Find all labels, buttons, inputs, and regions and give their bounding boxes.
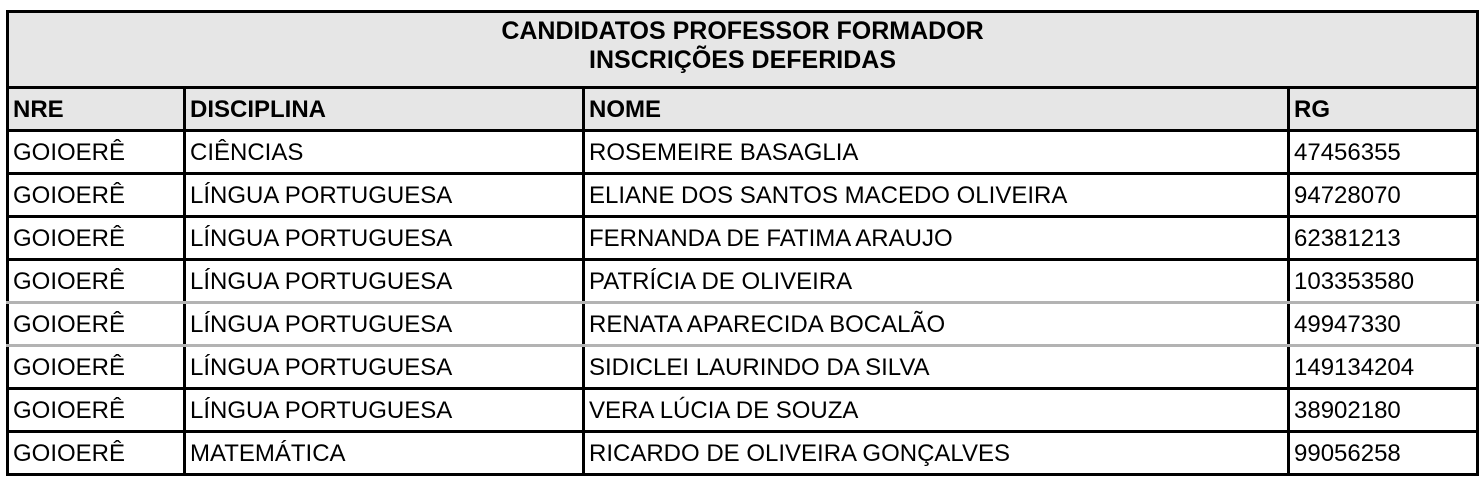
cell-rg: 62381213 [1289,217,1478,260]
header-row [8,88,1478,131]
title-line-2: INSCRIÇÕES DEFERIDAS [589,46,897,74]
cell-nome: PATRÍCIA DE OLIVEIRA [584,260,1289,303]
cell-rg: 103353580 [1289,260,1478,303]
cell-disciplina: LÍNGUA PORTUGUESA [185,389,584,432]
table-row [8,303,1478,346]
cell-disciplina: CIÊNCIAS [185,131,584,174]
table-row [8,260,1478,303]
cell-nre: GOIOERÊ [8,346,185,389]
title-line-1: CANDIDATOS PROFESSOR FORMADOR [501,17,984,45]
cell-rg: 149134204 [1289,346,1478,389]
cell-nre: GOIOERÊ [8,174,185,217]
cell-nome: FERNANDA DE FATIMA ARAUJO [584,217,1289,260]
cell-nome: ROSEMEIRE BASAGLIA [584,131,1289,174]
column-header-nre: NRE [8,88,185,131]
table-row [8,174,1478,217]
table-row [8,432,1478,475]
title-row [8,12,1478,88]
cell-disciplina: MATEMÁTICA [185,432,584,475]
cell-nre: GOIOERÊ [8,389,185,432]
cell-nre: GOIOERÊ [8,432,185,475]
cell-disciplina: LÍNGUA PORTUGUESA [185,260,584,303]
table-row [8,131,1478,174]
cell-nome: RICARDO DE OLIVEIRA GONÇALVES [584,432,1289,475]
cell-rg: 49947330 [1289,303,1478,346]
table-title [8,12,1478,88]
cell-disciplina: LÍNGUA PORTUGUESA [185,174,584,217]
column-header-disciplina: DISCIPLINA [185,88,584,131]
candidates-table [6,10,1479,476]
cell-nre: GOIOERÊ [8,217,185,260]
cell-rg: 47456355 [1289,131,1478,174]
cell-disciplina: LÍNGUA PORTUGUESA [185,346,584,389]
table-row [8,217,1478,260]
cell-nome: SIDICLEI LAURINDO DA SILVA [584,346,1289,389]
cell-nome: ELIANE DOS SANTOS MACEDO OLIVEIRA [584,174,1289,217]
cell-disciplina: LÍNGUA PORTUGUESA [185,217,584,260]
column-header-nome: NOME [584,88,1289,131]
candidates-sheet [6,10,1476,476]
table-row [8,346,1478,389]
cell-nome: RENATA APARECIDA BOCALÃO [584,303,1289,346]
cell-nre: GOIOERÊ [8,260,185,303]
cell-disciplina: LÍNGUA PORTUGUESA [185,303,584,346]
cell-nre: GOIOERÊ [8,303,185,346]
cell-nome: VERA LÚCIA DE SOUZA [584,389,1289,432]
cell-rg: 94728070 [1289,174,1478,217]
cell-rg: 99056258 [1289,432,1478,475]
table-row [8,389,1478,432]
cell-nre: GOIOERÊ [8,131,185,174]
column-header-rg: RG [1289,88,1478,131]
cell-rg: 38902180 [1289,389,1478,432]
